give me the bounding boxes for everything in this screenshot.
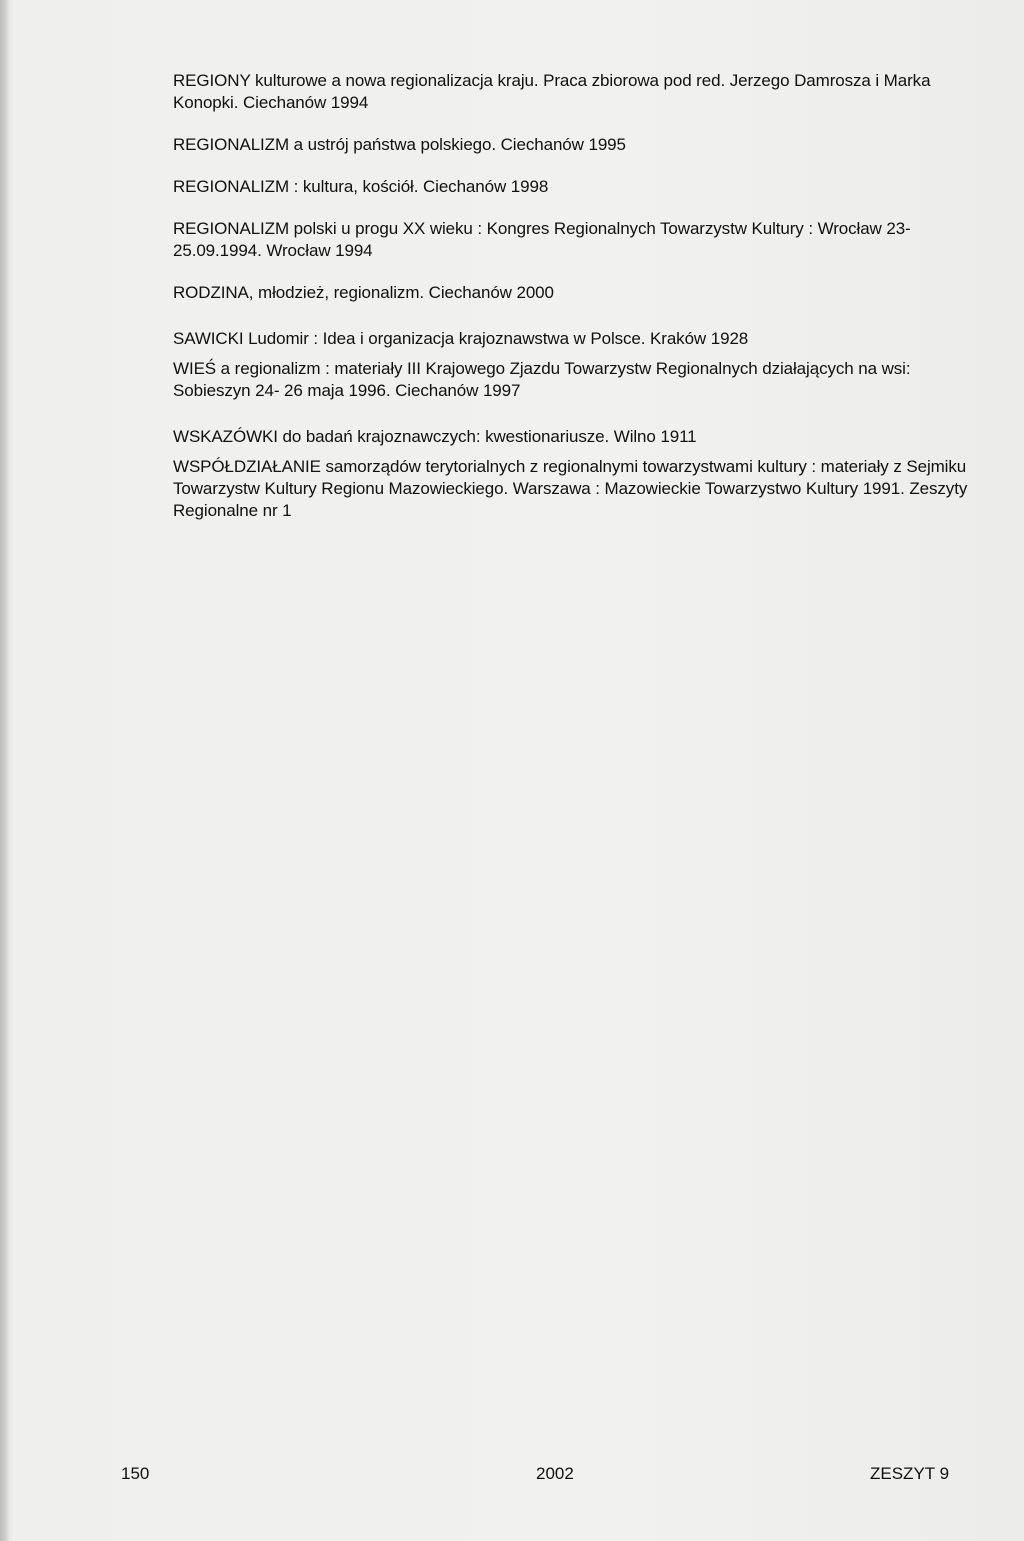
issue-label: ZESZYT 9 xyxy=(870,1464,950,1483)
bibliography-entry: REGIONALIZM a ustrój państwa polskiego. Ciechanów 1995 xyxy=(173,135,626,154)
bibliography-entry: RODZINA, młodzież, regionalizm. Ciechanów 2000 xyxy=(173,283,554,302)
bibliography-entry: WSKAZÓWKI do badań krajoznawczych: kwestionariusze. Wilno 1911 xyxy=(173,427,697,446)
bibliography-list xyxy=(173,70,983,542)
bibliography-entry: WIEŚ a regionalizm : materiały III Krajowego Zjazdu Towarzystw Regionalnych działających na wsi: Sobieszyn 24- 26 maja 1996. Ciechanów 1997 xyxy=(173,359,911,400)
page-spine-shadow xyxy=(0,0,10,1541)
publication-year: 2002 xyxy=(536,1464,574,1483)
bibliography-entry: REGIONALIZM polski u progu XX wieku : Kongres Regionalnych Towarzystw Kultury : Wrocław 23-25.09.1994. Wrocław 1994 xyxy=(173,219,911,260)
page-footer xyxy=(0,1464,1024,1488)
page-number: 150 xyxy=(121,1464,150,1483)
bibliography-entry: REGIONY kulturowe a nowa regionalizacja kraju. Praca zbiorowa pod red. Jerzego Damrosza i Marka Konopki. Ciechanów 1994 xyxy=(173,71,931,112)
bibliography-entry: REGIONALIZM : kultura, kościół. Ciechanów 1998 xyxy=(173,177,549,196)
bibliography-entry: SAWICKI Ludomir : Idea i organizacja krajoznawstwa w Polsce. Kraków 1928 xyxy=(173,329,749,348)
bibliography-entry: WSPÓŁDZIAŁANIE samorządów terytorialnych z regionalnymi towarzystwami kultury : materiały z Sejmiku Towarzystw Kultury Regionu Mazowieckiego. Warszawa : Mazowieckie Towarzystwo Kultury 1991. Zeszyty Regionalne nr 1 xyxy=(173,457,968,520)
